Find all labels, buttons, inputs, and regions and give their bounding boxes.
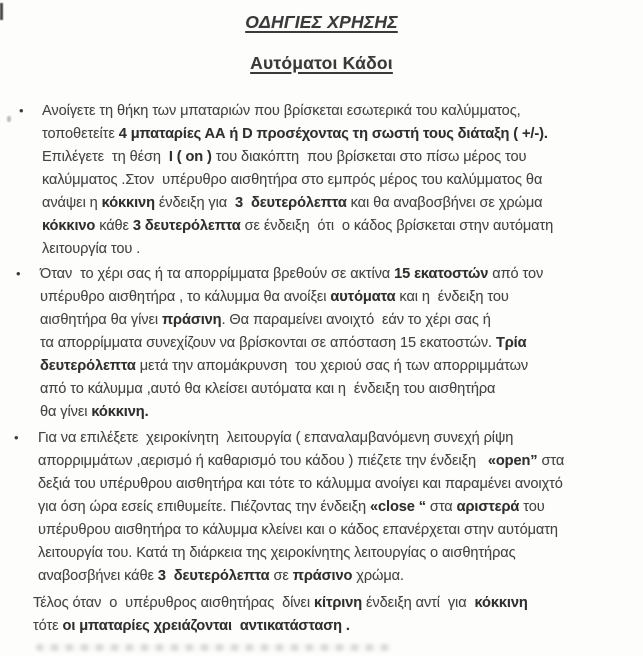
text-line: τοποθετείτε 4 μπαταρίες ΑΑ ή D προσέχοντας τη σωστή τους διάταξη ( +/-). bbox=[42, 126, 548, 142]
text-line: τότε οι μπαταρίες χρειάζονται αντικατάσταση . bbox=[33, 618, 350, 634]
instructions-body bbox=[0, 100, 643, 638]
text-line: αισθητήρα θα γίνει πράσινη. Θα παραμείνει ανοιχτό εάν το χέρι σας ή bbox=[40, 312, 491, 328]
text-line: ανάψει η κόκκινη ένδειξη για 3 δευτερόλεπτα και θα αναβοσβήνει σε χρώμα bbox=[42, 195, 543, 211]
document-title: ΟΔΗΓΙΕΣ ΧΡΗΣΗΣ bbox=[245, 12, 398, 32]
text-line: δευτερόλεπτα μετά την απομάκρυνση του χεριού σας ή των απορριμμάτων bbox=[40, 358, 529, 374]
text-line: θα γίνει κόκκινη. bbox=[40, 404, 149, 420]
instruction-bullet-1 bbox=[18, 100, 643, 261]
text-line: Ανοίγετε τη θήκη των μπαταριών που βρίσκεται εσωτερικά του καλύμματος, bbox=[42, 103, 521, 119]
scan-ghost-bleedthrough-line bbox=[36, 644, 392, 651]
document-subtitle: Αυτόματοι Κάδοι bbox=[250, 53, 393, 73]
text-line: Επιλέγετε τη θέση I ( on ) του διακόπτη που βρίσκεται στο πίσω μέρος του bbox=[42, 149, 527, 165]
text-line: Για να επιλέξετε χειροκίνητη λειτουργία ( επαναλαμβανόμενη συνεχή ρίψη bbox=[38, 430, 514, 446]
text-line: κόκκινο κάθε 3 δευτερόλεπτα σε ένδειξη ότι ο κάδος βρίσκεται στην αυτόματη bbox=[42, 218, 554, 234]
text-line: υπέρυθρου αισθητήρα το κάλυμμα κλείνει και ο κάδος επανέρχεται στην αυτόματη bbox=[38, 522, 558, 538]
text-line: Όταν το χέρι σας ή τα απορρίμματα βρεθούν σε ακτίνα 15 εκατοστών από τον bbox=[40, 266, 544, 282]
text-line: αναβοσβήνει κάθε 3 δευτερόλεπτα σε πράσινο χρώμα. bbox=[38, 568, 404, 584]
text-line: λειτουργία του . bbox=[42, 241, 141, 257]
text-line: από το κάλυμμα ,αυτό θα κλείσει αυτόματα και η ένδειξη του αισθητήρα bbox=[40, 381, 496, 397]
bullet-dot-icon: • bbox=[14, 430, 19, 445]
bullet-dot-icon: • bbox=[19, 103, 24, 118]
text-line: λειτουργία του. Κατά τη διάρκεια της χειροκίνητης λειτουργίας ο αισθητήρας bbox=[38, 545, 516, 561]
text-line: απορριμμάτων ,αερισμό ή καθαρισμό του κάδου ) πιέζετε την ένδειξη «open” στα bbox=[38, 453, 565, 469]
closing-paragraph bbox=[33, 592, 643, 638]
text-line: τα απορρίμματα συνεχίζουν να βρίσκονται σε απόσταση 15 εκατοστών. Τρία bbox=[40, 335, 527, 351]
text-line: καλύμματος .Στον υπέρυθρο αισθητήρα στο εμπρός μέρος του καλύμματος θα bbox=[42, 172, 543, 188]
instruction-bullet-2 bbox=[15, 263, 643, 424]
instruction-bullet-3 bbox=[13, 427, 643, 588]
text-line: υπέρυθρο αισθητήρα , το κάλυμμα θα ανοίξει αυτόματα και η ένδειξη του bbox=[40, 289, 509, 305]
text-line: δεξιά του υπέρυθρου αισθητήρα και τότε το κάλυμμα ανοίγει και παραμένει ανοιχτό bbox=[38, 476, 563, 492]
bullet-dot-icon: • bbox=[16, 266, 21, 281]
text-line: Τέλος όταν ο υπέρυθρος αισθητήρας δίνει κίτρινη ένδειξη αντί για κόκκινη bbox=[33, 595, 528, 611]
text-line: για όση ώρα εσείς επιθυμείτε. Πιέζοντας την ένδειξη «close “ στα αριστερά του bbox=[38, 499, 545, 515]
